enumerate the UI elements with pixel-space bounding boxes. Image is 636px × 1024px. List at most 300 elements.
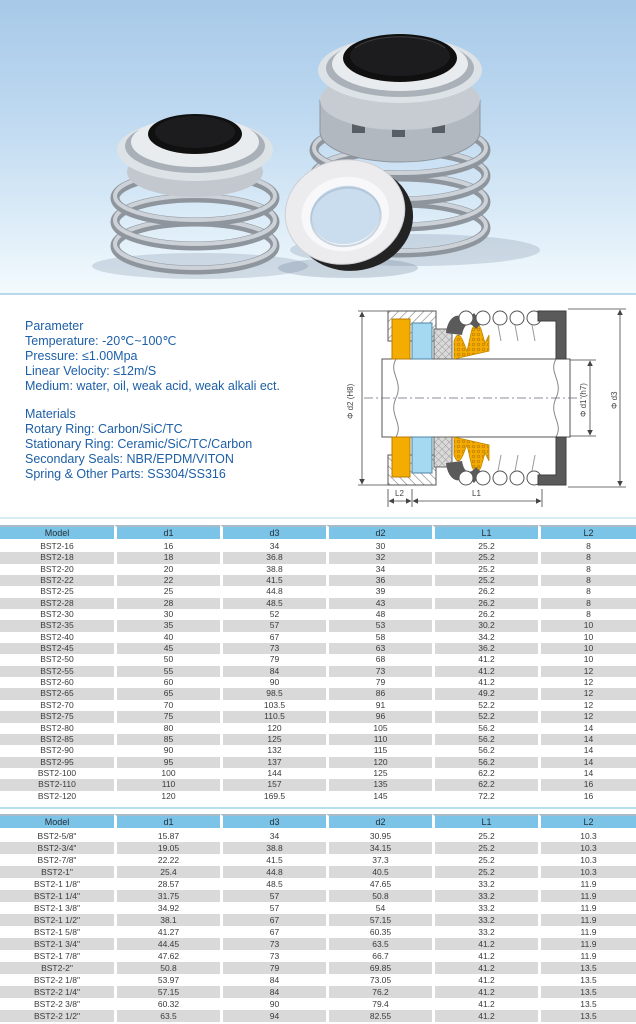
table-row: [0, 854, 636, 866]
table-row: [0, 974, 636, 986]
table-cell: 19.05: [114, 842, 220, 854]
table-cell: 14: [538, 723, 636, 734]
table-cell: 34.15: [326, 842, 432, 854]
table-cell: 28.57: [114, 878, 220, 890]
table-cell: 67: [220, 914, 326, 926]
table-cell: 41.2: [432, 677, 538, 688]
table-cell: 48.5: [220, 878, 326, 890]
table-cell: 57: [220, 620, 326, 631]
table-cell: 72.2: [432, 791, 538, 802]
table-cell: 76.2: [326, 986, 432, 998]
table-cell: 63.5: [326, 938, 432, 950]
table-cell: 53.97: [114, 974, 220, 986]
table-top-rule: [0, 517, 636, 519]
table-cell: 120: [220, 723, 326, 734]
table-cell: 169.5: [220, 791, 326, 802]
table-cell: 62.2: [432, 768, 538, 779]
table-cell: 90: [220, 677, 326, 688]
table-cell: 31.75: [114, 890, 220, 902]
table-cell: 67: [220, 926, 326, 938]
table-cell: 10: [538, 632, 636, 643]
table-cell: 65: [114, 688, 220, 699]
table-cell: 60.32: [114, 998, 220, 1010]
table-cell: 90: [114, 745, 220, 756]
table-cell: 41.2: [432, 974, 538, 986]
table-cell: 48.5: [220, 598, 326, 609]
column-header: Model: [0, 525, 114, 541]
table-cell: 11.9: [538, 914, 636, 926]
table-cell: 11.9: [538, 890, 636, 902]
table-cell: BST2-85: [0, 734, 114, 745]
table-cell: BST2-18: [0, 552, 114, 563]
seal-assembly-small: [115, 114, 275, 270]
parameters-block: [25, 319, 280, 482]
materials-lines: [25, 422, 280, 482]
table-cell: 69.85: [326, 962, 432, 974]
table-cell: BST2-2 1/4": [0, 986, 114, 998]
table-cell: 26.2: [432, 609, 538, 620]
table-cell: 43: [326, 598, 432, 609]
parameters-heading: Parameter: [25, 319, 84, 333]
table-cell: 41.2: [432, 962, 538, 974]
table-row: [0, 575, 636, 586]
table-row: [0, 779, 636, 790]
table-cell: 35: [114, 620, 220, 631]
table-cell: 52.2: [432, 700, 538, 711]
column-header: L1: [432, 814, 538, 830]
table-cell: BST2-80: [0, 723, 114, 734]
column-header: d3: [220, 525, 326, 541]
table-cell: BST2-2 3/8": [0, 998, 114, 1010]
table-cell: 16: [114, 541, 220, 552]
table-cell: 53: [326, 620, 432, 631]
table-cell: 73: [220, 643, 326, 654]
table-cell: 63.5: [114, 1010, 220, 1022]
text-line: Pressure: ≤1.00Mpa: [25, 349, 138, 363]
column-header: d1: [114, 525, 220, 541]
table-cell: BST2-2 1/8": [0, 974, 114, 986]
column-header: L1: [432, 525, 538, 541]
table-cell: BST2-22: [0, 575, 114, 586]
table-cell: 34: [220, 541, 326, 552]
table-cell: 68: [326, 654, 432, 665]
table-cell: 125: [220, 734, 326, 745]
table-cell: BST2-95: [0, 757, 114, 768]
table-cell: 30.2: [432, 620, 538, 631]
table-cell: 96: [326, 711, 432, 722]
column-header: L2: [538, 814, 636, 830]
table-cell: 52.2: [432, 711, 538, 722]
table-cell: 13.5: [538, 974, 636, 986]
table-row: [0, 609, 636, 620]
table-cell: 79.4: [326, 998, 432, 1010]
table-cell: 52: [220, 609, 326, 620]
table-row: [0, 666, 636, 677]
table-cell: 36.2: [432, 643, 538, 654]
table-cell: 73.05: [326, 974, 432, 986]
table-cell: BST2-16: [0, 541, 114, 552]
table-cell: 44.45: [114, 938, 220, 950]
table-row: [0, 926, 636, 938]
table-cell: 10: [538, 643, 636, 654]
table-cell: 28: [114, 598, 220, 609]
table-cell: BST2-35: [0, 620, 114, 631]
table-cell: BST2-65: [0, 688, 114, 699]
table-cell: 84: [220, 666, 326, 677]
table-cell: 47.65: [326, 878, 432, 890]
table-cell: 50.8: [114, 962, 220, 974]
table-cell: 135: [326, 779, 432, 790]
column-header: d2: [326, 525, 432, 541]
table-cell: 58: [326, 632, 432, 643]
table-cell: 37.3: [326, 854, 432, 866]
table-cell: 44.8: [220, 866, 326, 878]
table-cell: 16: [538, 779, 636, 790]
table-row: [0, 643, 636, 654]
table-cell: 84: [220, 974, 326, 986]
table-row: [0, 586, 636, 597]
table-cell: 120: [326, 757, 432, 768]
table-cell: 75: [114, 711, 220, 722]
table-row: [0, 711, 636, 722]
table-cell: BST2-25: [0, 586, 114, 597]
table-header-row: [0, 814, 636, 830]
table-cell: 12: [538, 666, 636, 677]
table-cell: 10.3: [538, 830, 636, 842]
table-row: [0, 620, 636, 631]
table-cell: 56.2: [432, 723, 538, 734]
column-header: d2: [326, 814, 432, 830]
info-section: [0, 295, 636, 517]
table-cell: 94: [220, 1010, 326, 1022]
table-cell: 95: [114, 757, 220, 768]
table-cell: BST2-40: [0, 632, 114, 643]
table-row: [0, 598, 636, 609]
materials-heading: Materials: [25, 407, 76, 421]
table-row: [0, 902, 636, 914]
column-header: L2: [538, 525, 636, 541]
table-cell: 145: [326, 791, 432, 802]
table-cell: 8: [538, 586, 636, 597]
table-cell: 33.2: [432, 890, 538, 902]
text-line: Stationary Ring: Ceramic/SiC/TC/Carbon: [25, 437, 253, 451]
text-line: Temperature: -20℃~100℃: [25, 334, 177, 348]
table-cell: 8: [538, 598, 636, 609]
table-cell: 57.15: [326, 914, 432, 926]
table-cell: 41.27: [114, 926, 220, 938]
table-cell: 12: [538, 688, 636, 699]
table-row: [0, 541, 636, 552]
product-photo: [0, 0, 636, 293]
table-cell: 110: [326, 734, 432, 745]
table-cell: 120: [114, 791, 220, 802]
table-cell: 33.2: [432, 902, 538, 914]
table-cell: 137: [220, 757, 326, 768]
table-cell: 26.2: [432, 598, 538, 609]
table-cell: 16: [538, 791, 636, 802]
table-cell: 41.2: [432, 1010, 538, 1022]
table-cell: 115: [326, 745, 432, 756]
table-cell: 18: [114, 552, 220, 563]
table-cell: BST2-1": [0, 866, 114, 878]
table-cell: 32: [326, 552, 432, 563]
table-cell: 79: [220, 962, 326, 974]
table-cell: 40.5: [326, 866, 432, 878]
table-row: [0, 938, 636, 950]
table-cell: BST2-30: [0, 609, 114, 620]
table-cell: BST2-1 3/4": [0, 938, 114, 950]
table-cell: 39: [326, 586, 432, 597]
table-cell: 34: [220, 830, 326, 842]
table-cell: 25.2: [432, 564, 538, 575]
table-row: [0, 866, 636, 878]
table-cell: 103.5: [220, 700, 326, 711]
table-cell: BST2-20: [0, 564, 114, 575]
table-cell: 132: [220, 745, 326, 756]
table-cell: 25.2: [432, 866, 538, 878]
table-cell: 54: [326, 902, 432, 914]
table-cell: 26.2: [432, 586, 538, 597]
table-cell: BST2-2": [0, 962, 114, 974]
table-cell: BST2-7/8": [0, 854, 114, 866]
table-cell: 86: [326, 688, 432, 699]
table-cell: 34.92: [114, 902, 220, 914]
dim-label-d1: Φ d1 (h7): [579, 383, 588, 417]
table-cell: 22: [114, 575, 220, 586]
table-row: [0, 878, 636, 890]
table-cell: 10.3: [538, 842, 636, 854]
table-cell: BST2-70: [0, 700, 114, 711]
table-cell: 60.35: [326, 926, 432, 938]
table-cell: 12: [538, 700, 636, 711]
table-row: [0, 914, 636, 926]
dim-label-d3: Φ d3: [610, 391, 619, 409]
table-cell: BST2-45: [0, 643, 114, 654]
table-cell: 100: [114, 768, 220, 779]
table-row: [0, 734, 636, 745]
table-cell: 36: [326, 575, 432, 586]
table-cell: BST2-60: [0, 677, 114, 688]
table-cell: 49.2: [432, 688, 538, 699]
table-cell: 15.87: [114, 830, 220, 842]
table-cell: 11.9: [538, 902, 636, 914]
table-cell: 14: [538, 734, 636, 745]
table-row: [0, 842, 636, 854]
table-cell: 41.2: [432, 950, 538, 962]
table-row: [0, 677, 636, 688]
table-cell: 60: [114, 677, 220, 688]
table-cell: BST2-3/4": [0, 842, 114, 854]
table-cell: 13.5: [538, 998, 636, 1010]
table-cell: 85: [114, 734, 220, 745]
table-cell: 10.3: [538, 866, 636, 878]
table-cell: 8: [538, 575, 636, 586]
technical-drawing: [336, 297, 634, 513]
table-cell: BST2-1 1/8": [0, 878, 114, 890]
table-cell: 41.2: [432, 654, 538, 665]
table-row: [0, 791, 636, 802]
table-cell: 110.5: [220, 711, 326, 722]
table-cell: 25.2: [432, 830, 538, 842]
table-row: [0, 830, 636, 842]
table-cell: 33.2: [432, 926, 538, 938]
table-cell: 57: [220, 902, 326, 914]
table-cell: 14: [538, 745, 636, 756]
table-cell: 41.5: [220, 854, 326, 866]
table-cell: 73: [220, 938, 326, 950]
table-cell: 44.8: [220, 586, 326, 597]
table-cell: 14: [538, 768, 636, 779]
text-line: Secondary Seals: NBR/EPDM/VITON: [25, 452, 234, 466]
table-row: [0, 745, 636, 756]
table-cell: 8: [538, 564, 636, 575]
table-cell: 90: [220, 998, 326, 1010]
column-header: Model: [0, 814, 114, 830]
table-cell: 25.2: [432, 575, 538, 586]
table-row: [0, 723, 636, 734]
table-cell: BST2-75: [0, 711, 114, 722]
table-cell: 8: [538, 609, 636, 620]
table-cell: BST2-50: [0, 654, 114, 665]
table-row: [0, 700, 636, 711]
table-cell: 12: [538, 711, 636, 722]
table-cell: 25.4: [114, 866, 220, 878]
table-cell: 38.1: [114, 914, 220, 926]
table-cell: 25.2: [432, 541, 538, 552]
table-row: [0, 688, 636, 699]
table-cell: 144: [220, 768, 326, 779]
table-cell: 41.5: [220, 575, 326, 586]
table-cell: 12: [538, 677, 636, 688]
table-cell: 50: [114, 654, 220, 665]
text-line: Medium: water, oil, weak acid, weak alkali ect.: [25, 379, 280, 393]
table-cell: 30.95: [326, 830, 432, 842]
table-cell: 91: [326, 700, 432, 711]
tables-gap: [0, 802, 636, 814]
table-cell: BST2-28: [0, 598, 114, 609]
table-cell: BST2-120: [0, 791, 114, 802]
table-cell: 57.15: [114, 986, 220, 998]
table-cell: 41.2: [432, 666, 538, 677]
table-cell: 40: [114, 632, 220, 643]
table-cell: 25.2: [432, 552, 538, 563]
column-header: d1: [114, 814, 220, 830]
table-cell: 67: [220, 632, 326, 643]
table-row: [0, 552, 636, 563]
text-line: Rotary Ring: Carbon/SiC/TC: [25, 422, 183, 436]
table-separator-rule: [0, 807, 636, 809]
table-cell: 105: [326, 723, 432, 734]
table-cell: 48: [326, 609, 432, 620]
table-cell: 79: [220, 654, 326, 665]
table-cell: 38.8: [220, 842, 326, 854]
table-cell: BST2-1 1/4": [0, 890, 114, 902]
table-row: [0, 890, 636, 902]
table-cell: 33.2: [432, 878, 538, 890]
table-header-row: [0, 525, 636, 541]
table-cell: 56.2: [432, 745, 538, 756]
table-cell: 98.5: [220, 688, 326, 699]
table-cell: BST2-1 3/8": [0, 902, 114, 914]
dim-label-L2: L2: [395, 489, 404, 498]
table-row: [0, 1010, 636, 1022]
table-cell: 11.9: [538, 938, 636, 950]
table-cell: 11.9: [538, 878, 636, 890]
table-cell: BST2-100: [0, 768, 114, 779]
table-row: [0, 757, 636, 768]
product-photo-illustration: [0, 0, 636, 293]
table-cell: 20: [114, 564, 220, 575]
table-cell: 34: [326, 564, 432, 575]
table-cell: 82.55: [326, 1010, 432, 1022]
table-cell: 30: [326, 541, 432, 552]
table-cell: 41.2: [432, 938, 538, 950]
table-cell: BST2-1 1/2": [0, 914, 114, 926]
table-cell: 55: [114, 666, 220, 677]
table-cell: 57: [220, 890, 326, 902]
table-cell: 8: [538, 541, 636, 552]
spec-tables-section: [0, 517, 636, 1022]
table-cell: 125: [326, 768, 432, 779]
table-cell: BST2-90: [0, 745, 114, 756]
table-cell: BST2-1 5/8": [0, 926, 114, 938]
table-cell: 41.2: [432, 986, 538, 998]
dim-label-L1: L1: [472, 489, 481, 498]
table-row: [0, 564, 636, 575]
table-row: [0, 654, 636, 665]
table-cell: 84: [220, 986, 326, 998]
table-cell: 73: [326, 666, 432, 677]
table-cell: 22.22: [114, 854, 220, 866]
table-cell: 13.5: [538, 1010, 636, 1022]
table-cell: 25.2: [432, 854, 538, 866]
table-cell: 157: [220, 779, 326, 790]
table-cell: 30: [114, 609, 220, 620]
table-cell: 33.2: [432, 914, 538, 926]
table-cell: 73: [220, 950, 326, 962]
table-cell: BST2-2 1/2": [0, 1010, 114, 1022]
table-cell: 80: [114, 723, 220, 734]
table-cell: 14: [538, 757, 636, 768]
table-row: [0, 768, 636, 779]
dim-label-d2: Φ d2 (H8): [346, 383, 355, 419]
spec-table-metric: [0, 525, 636, 802]
text-line: Spring & Other Parts: SS304/SS316: [25, 467, 226, 481]
table-cell: 70: [114, 700, 220, 711]
table-cell: 10: [538, 620, 636, 631]
table-cell: 66.7: [326, 950, 432, 962]
table-row: [0, 998, 636, 1010]
parameters-lines: [25, 334, 280, 394]
table-cell: 110: [114, 779, 220, 790]
table-cell: 34.2: [432, 632, 538, 643]
table-cell: 63: [326, 643, 432, 654]
spec-table-inch: [0, 814, 636, 1022]
text-line: Linear Velocity: ≤12m/S: [25, 364, 157, 378]
table-cell: 25: [114, 586, 220, 597]
table-row: [0, 986, 636, 998]
table-cell: 62.2: [432, 779, 538, 790]
column-header: d3: [220, 814, 326, 830]
table-cell: 47.62: [114, 950, 220, 962]
table-cell: 13.5: [538, 962, 636, 974]
table-row: [0, 632, 636, 643]
table-cell: 13.5: [538, 986, 636, 998]
table-row: [0, 950, 636, 962]
table-cell: 8: [538, 552, 636, 563]
table-cell: 11.9: [538, 950, 636, 962]
table-cell: 10.3: [538, 854, 636, 866]
